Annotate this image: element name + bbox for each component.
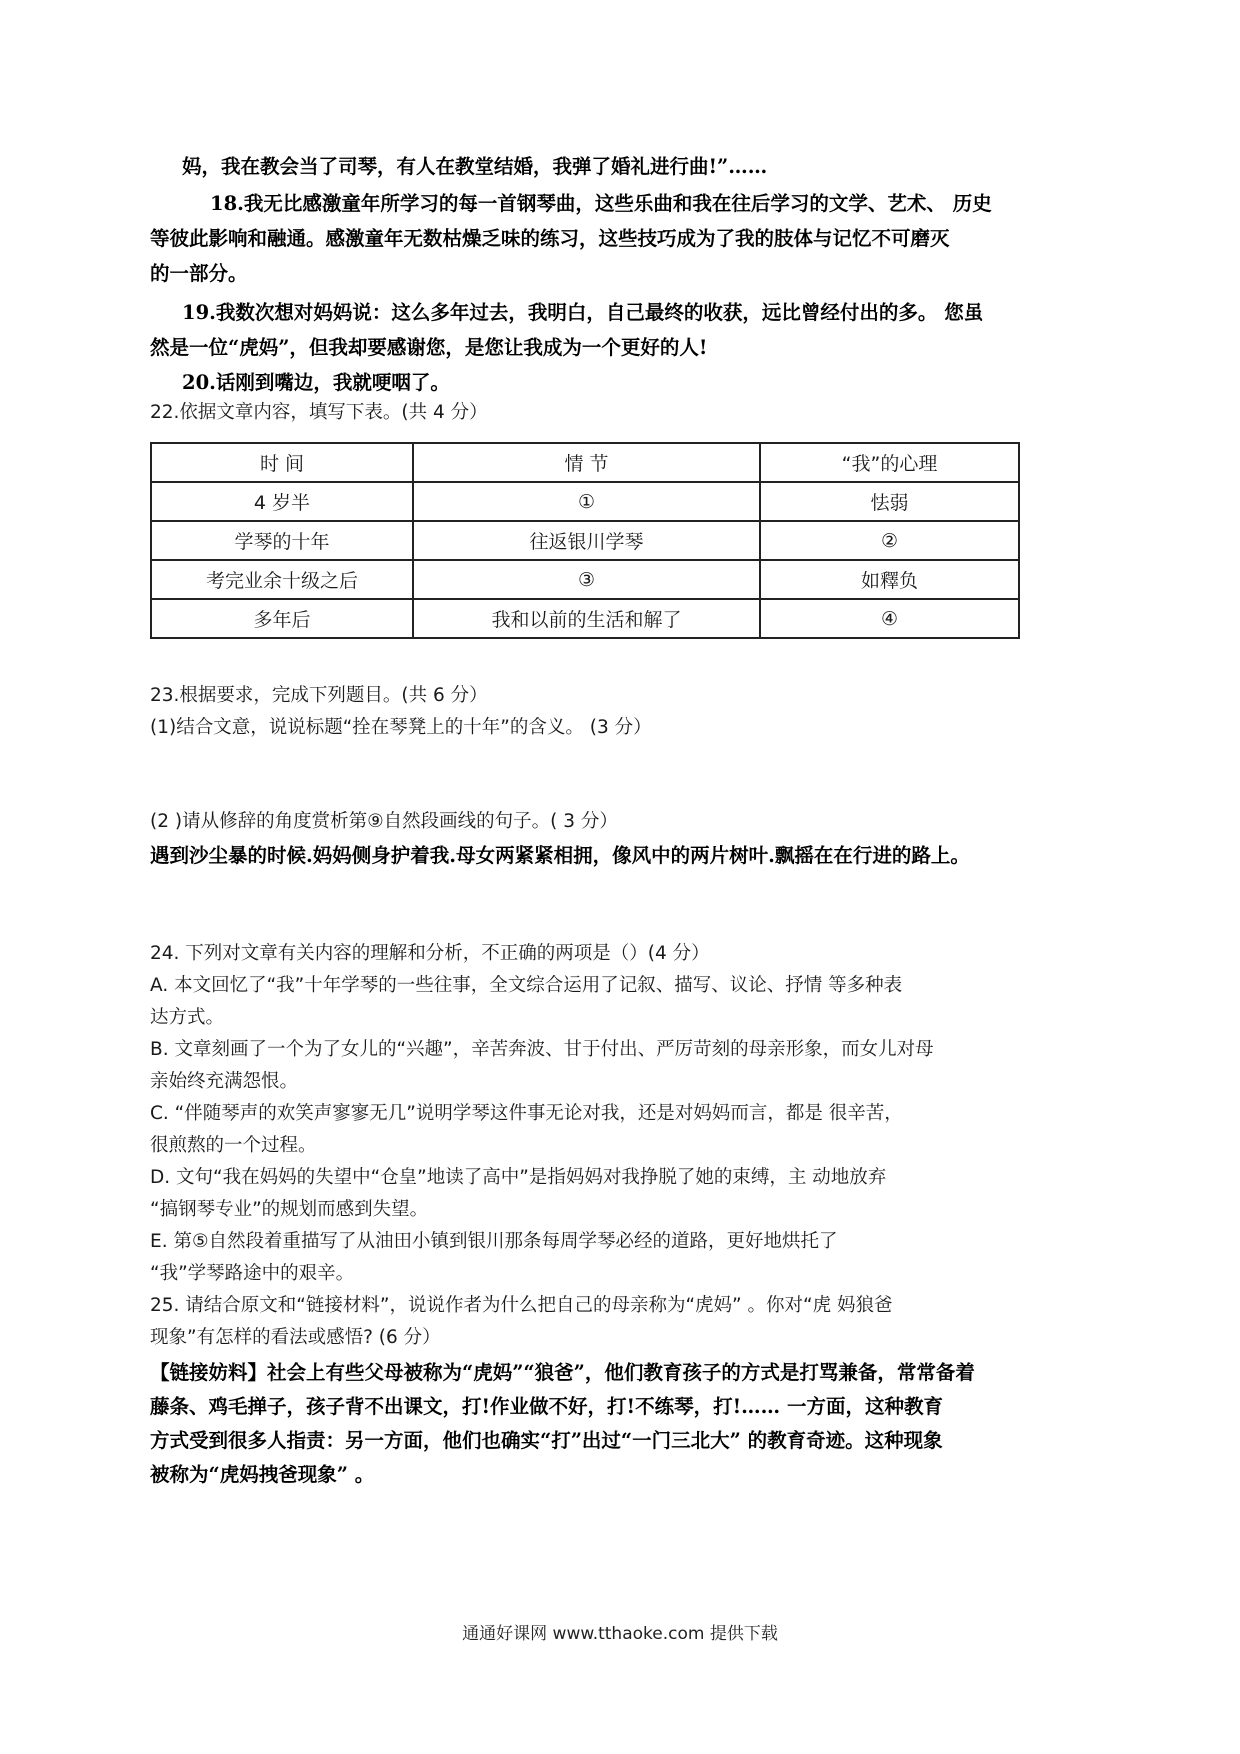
table-cell: 往返银川学琴 xyxy=(413,521,760,560)
passage-p18-line2: 等彼此影响和融通。感激童年无数枯燥乏味的练习，这些技巧成为了我的肢体与记忆不可磨灭 xyxy=(150,227,950,250)
table-row xyxy=(151,482,1019,521)
q23-prompt: 23.根据要求，完成下列题目。(共 6 分） xyxy=(150,685,488,706)
table-cell: 考完业余十级之后 xyxy=(151,560,413,599)
table-row xyxy=(151,521,1019,560)
passage-p18-line3: 的一部分。 xyxy=(150,262,248,285)
table-cell: 多年后 xyxy=(151,599,413,638)
table-cell: ① xyxy=(413,482,760,521)
q25-link-material-line3: 方式受到很多人指责：另一方面，他们也确实“打”出过“一门三北大” 的教育奇迹。这种现象 xyxy=(150,1429,943,1452)
q24-option-b: B. 文章刻画了一个为了女儿的“兴趣”，辛苦奔波、甘于付出、严厉苛刻的母亲形象，而女儿对母 xyxy=(150,1039,934,1060)
q24-option-a: A. 本文回忆了“我”十年学琴的一些往事，全文综合运用了记叙、描写、议论、抒情 等多种表 xyxy=(150,975,903,996)
q22-table xyxy=(150,442,1020,639)
table-cell: 我和以前的生活和解了 xyxy=(413,599,760,638)
q24-option-b-cont: 亲始终充满怨恨。 xyxy=(150,1071,299,1092)
q24-option-a-cont: 达方式。 xyxy=(150,1007,225,1028)
passage-p20: 20.话刚到嘴边，我就哽咽了。 xyxy=(182,371,450,394)
table-cell: 4 岁半 xyxy=(151,482,413,521)
q25-prompt: 25. 请结合原文和“链接材料”，说说作者为什么把自己的母亲称为“虎妈” 。你对“虎 妈狼爸 xyxy=(150,1295,893,1316)
page-footer: 通通好课网 www.tthaoke.com 提供下载 xyxy=(462,1624,778,1644)
table-header-row xyxy=(151,443,1019,482)
table-header-cell: 时 间 xyxy=(151,443,413,482)
q22-prompt: 22.依据文章内容，填写下表。(共 4 分） xyxy=(150,402,488,423)
q25-link-material-line4: 被称为“虎妈拽爸现象” 。 xyxy=(150,1463,375,1486)
q24-prompt: 24. 下列对文章有关内容的理解和分析，不正确的两项是（）(4 分） xyxy=(150,943,710,964)
table-cell: ② xyxy=(760,521,1019,560)
passage-p18-line1: 18.我无比感激童年所学习的每一首钢琴曲，这些乐曲和我在往后学习的文学、艺术、 历史 xyxy=(210,192,992,215)
table-cell: 如釋负 xyxy=(760,560,1019,599)
table-header-cell: “我”的心理 xyxy=(760,443,1019,482)
passage-p19-line1: 19.我数次想对妈妈说：这么多年过去，我明白，自己最终的收获，远比曾经付出的多。 您虽 xyxy=(182,301,984,324)
q25-prompt-cont: 现象”有怎样的看法或感悟? (6 分） xyxy=(150,1327,441,1348)
table-header-cell: 情 节 xyxy=(413,443,760,482)
q23-sub1: (1)结合文意，说说标题“拴在琴凳上的十年”的含义。 (3 分） xyxy=(150,717,652,738)
q23-sub2: (2 )请从修辞的角度赏析第⑨自然段画线的句子。( 3 分） xyxy=(150,811,618,832)
passage-p19-line2: 然是一位“虎妈”，但我却要感谢您，是您让我成为一个更好的人! xyxy=(150,336,708,359)
q24-option-c-cont: 很煎熬的一个过程。 xyxy=(150,1135,317,1156)
q24-option-d-cont: “搞钢琴专业”的规划而感到失望。 xyxy=(150,1199,429,1220)
q23-quote: 遇到沙尘暴的时候.妈妈侧身护着我.母女两紧紧相拥，像风中的两片树叶.飘摇在在行进的路上。 xyxy=(150,844,970,867)
table-row xyxy=(151,560,1019,599)
table-cell: ③ xyxy=(413,560,760,599)
passage-p17-end: 妈，我在教会当了司琴，有人在教堂结婚，我弹了婚礼进行曲!”…… xyxy=(182,155,768,178)
q24-option-e: E. 第⑤自然段着重描写了从油田小镇到银川那条每周学琴必经的道路，更好地烘托了 xyxy=(150,1231,838,1252)
table-row xyxy=(151,599,1019,638)
q24-option-d: D. 文句“我在妈妈的失望中“仓皇”地读了高中”是指妈妈对我挣脱了她的束缚，主 动地放弃 xyxy=(150,1167,887,1188)
q25-link-material-line2: 藤条、鸡毛掸子，孩子背不出课文，打!作业做不好，打!不练琴，打!…… 一方面，这种教育 xyxy=(150,1395,943,1418)
table-cell: 怯弱 xyxy=(760,482,1019,521)
q25-link-material-line1: 【链接妨料】社会上有些父母被称为“虎妈”“狼爸”，他们教育孩子的方式是打骂兼备，常常备着 xyxy=(150,1361,975,1384)
table-cell: 学琴的十年 xyxy=(151,521,413,560)
q24-option-e-cont: “我”学琴路途中的艰辛。 xyxy=(150,1263,355,1284)
table-cell: ④ xyxy=(760,599,1019,638)
q24-option-c: C. “伴随琴声的欢笑声寥寥无几”说明学琴这件事无论对我，还是对妈妈而言，都是 很辛苦， xyxy=(150,1103,903,1124)
